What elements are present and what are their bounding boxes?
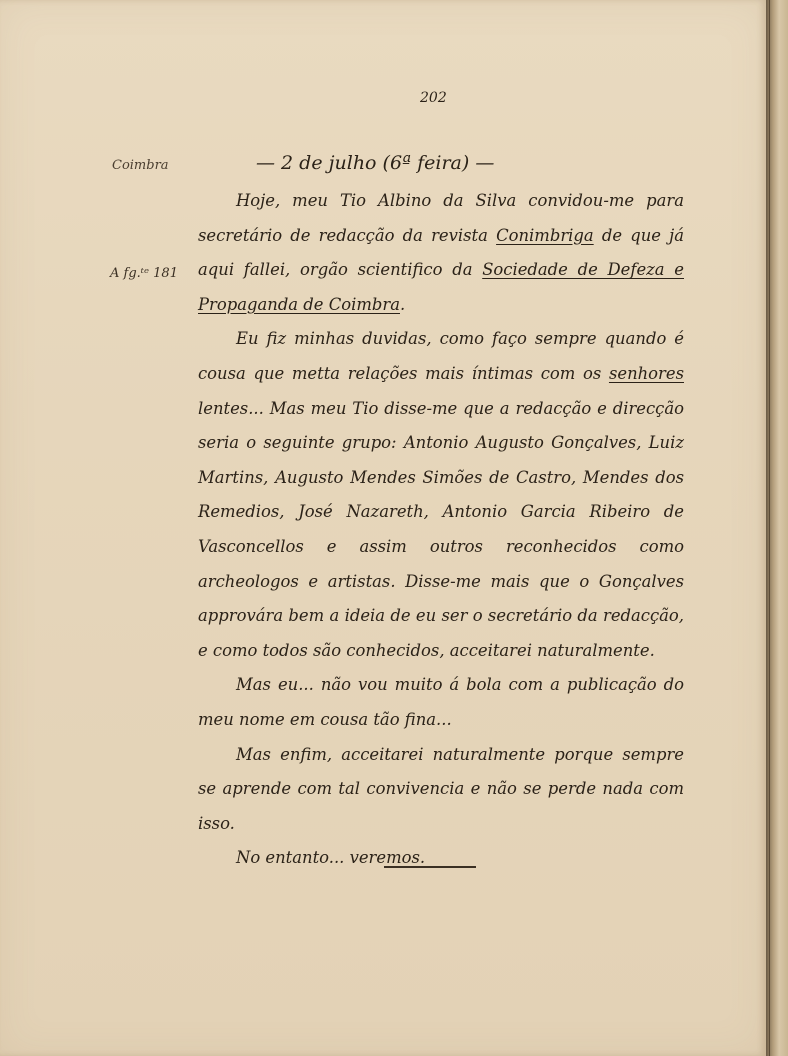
paragraph: Mas eu... não vou muito á bola com a publicação do meu nome em cousa tão fina... xyxy=(198,675,684,729)
margin-reference-note: A fg.ᵗᵉ 181 xyxy=(110,266,178,281)
paragraph: No entanto... veremos. xyxy=(236,848,426,868)
paragraph xyxy=(198,322,684,668)
end-divider-line xyxy=(384,866,476,868)
text-run: . xyxy=(400,294,406,314)
page-number: 202 xyxy=(420,90,447,106)
paragraph xyxy=(198,184,684,322)
text-run: lentes... Mas meu Tio disse-me que a redacção e direcção seria o seguinte grupo: Antonio Augusto Gonçalves, Luiz Martins, Augusto Mendes Simões de Castro, Mendes dos Remedios, José Nazareth, Antonio Garcia Ribeiro de Vasconcellos e assim outros reconhecidos como archeologos e artistas. Disse-me mais que o Gonçalves approvára bem a ideia de eu ser o secretário da redacção, e como todos são conhecidos, acceitarei naturalmente. xyxy=(198,398,684,660)
text-run: Hoje, meu Tio Albino da Silva convidou-me para secretário de redacção da revista xyxy=(198,191,684,245)
text-run: Eu fiz minhas duvidas, como faço sempre quando é cousa que metta relações mais íntimas com os xyxy=(198,329,684,383)
text-run: de que já aqui fallei, orgão scientifico da xyxy=(198,225,684,280)
margin-place-note: Coimbra xyxy=(112,158,169,173)
underlined-society-name: Sociedade de Defeza e Propaganda de Coimbra xyxy=(198,260,684,314)
page-fold-line xyxy=(769,0,770,1056)
diary-entry-text xyxy=(198,184,684,876)
underlined-word: senhores xyxy=(608,363,684,383)
paragraph: Mas enfim, acceitarei naturalmente porque sempre se aprende com tal convivencia e não se perde nada com isso. xyxy=(198,744,684,833)
underlined-journal-title: Conimbriga xyxy=(496,225,594,245)
date-heading: — 2 de julho (6ª feira) — xyxy=(256,152,495,174)
